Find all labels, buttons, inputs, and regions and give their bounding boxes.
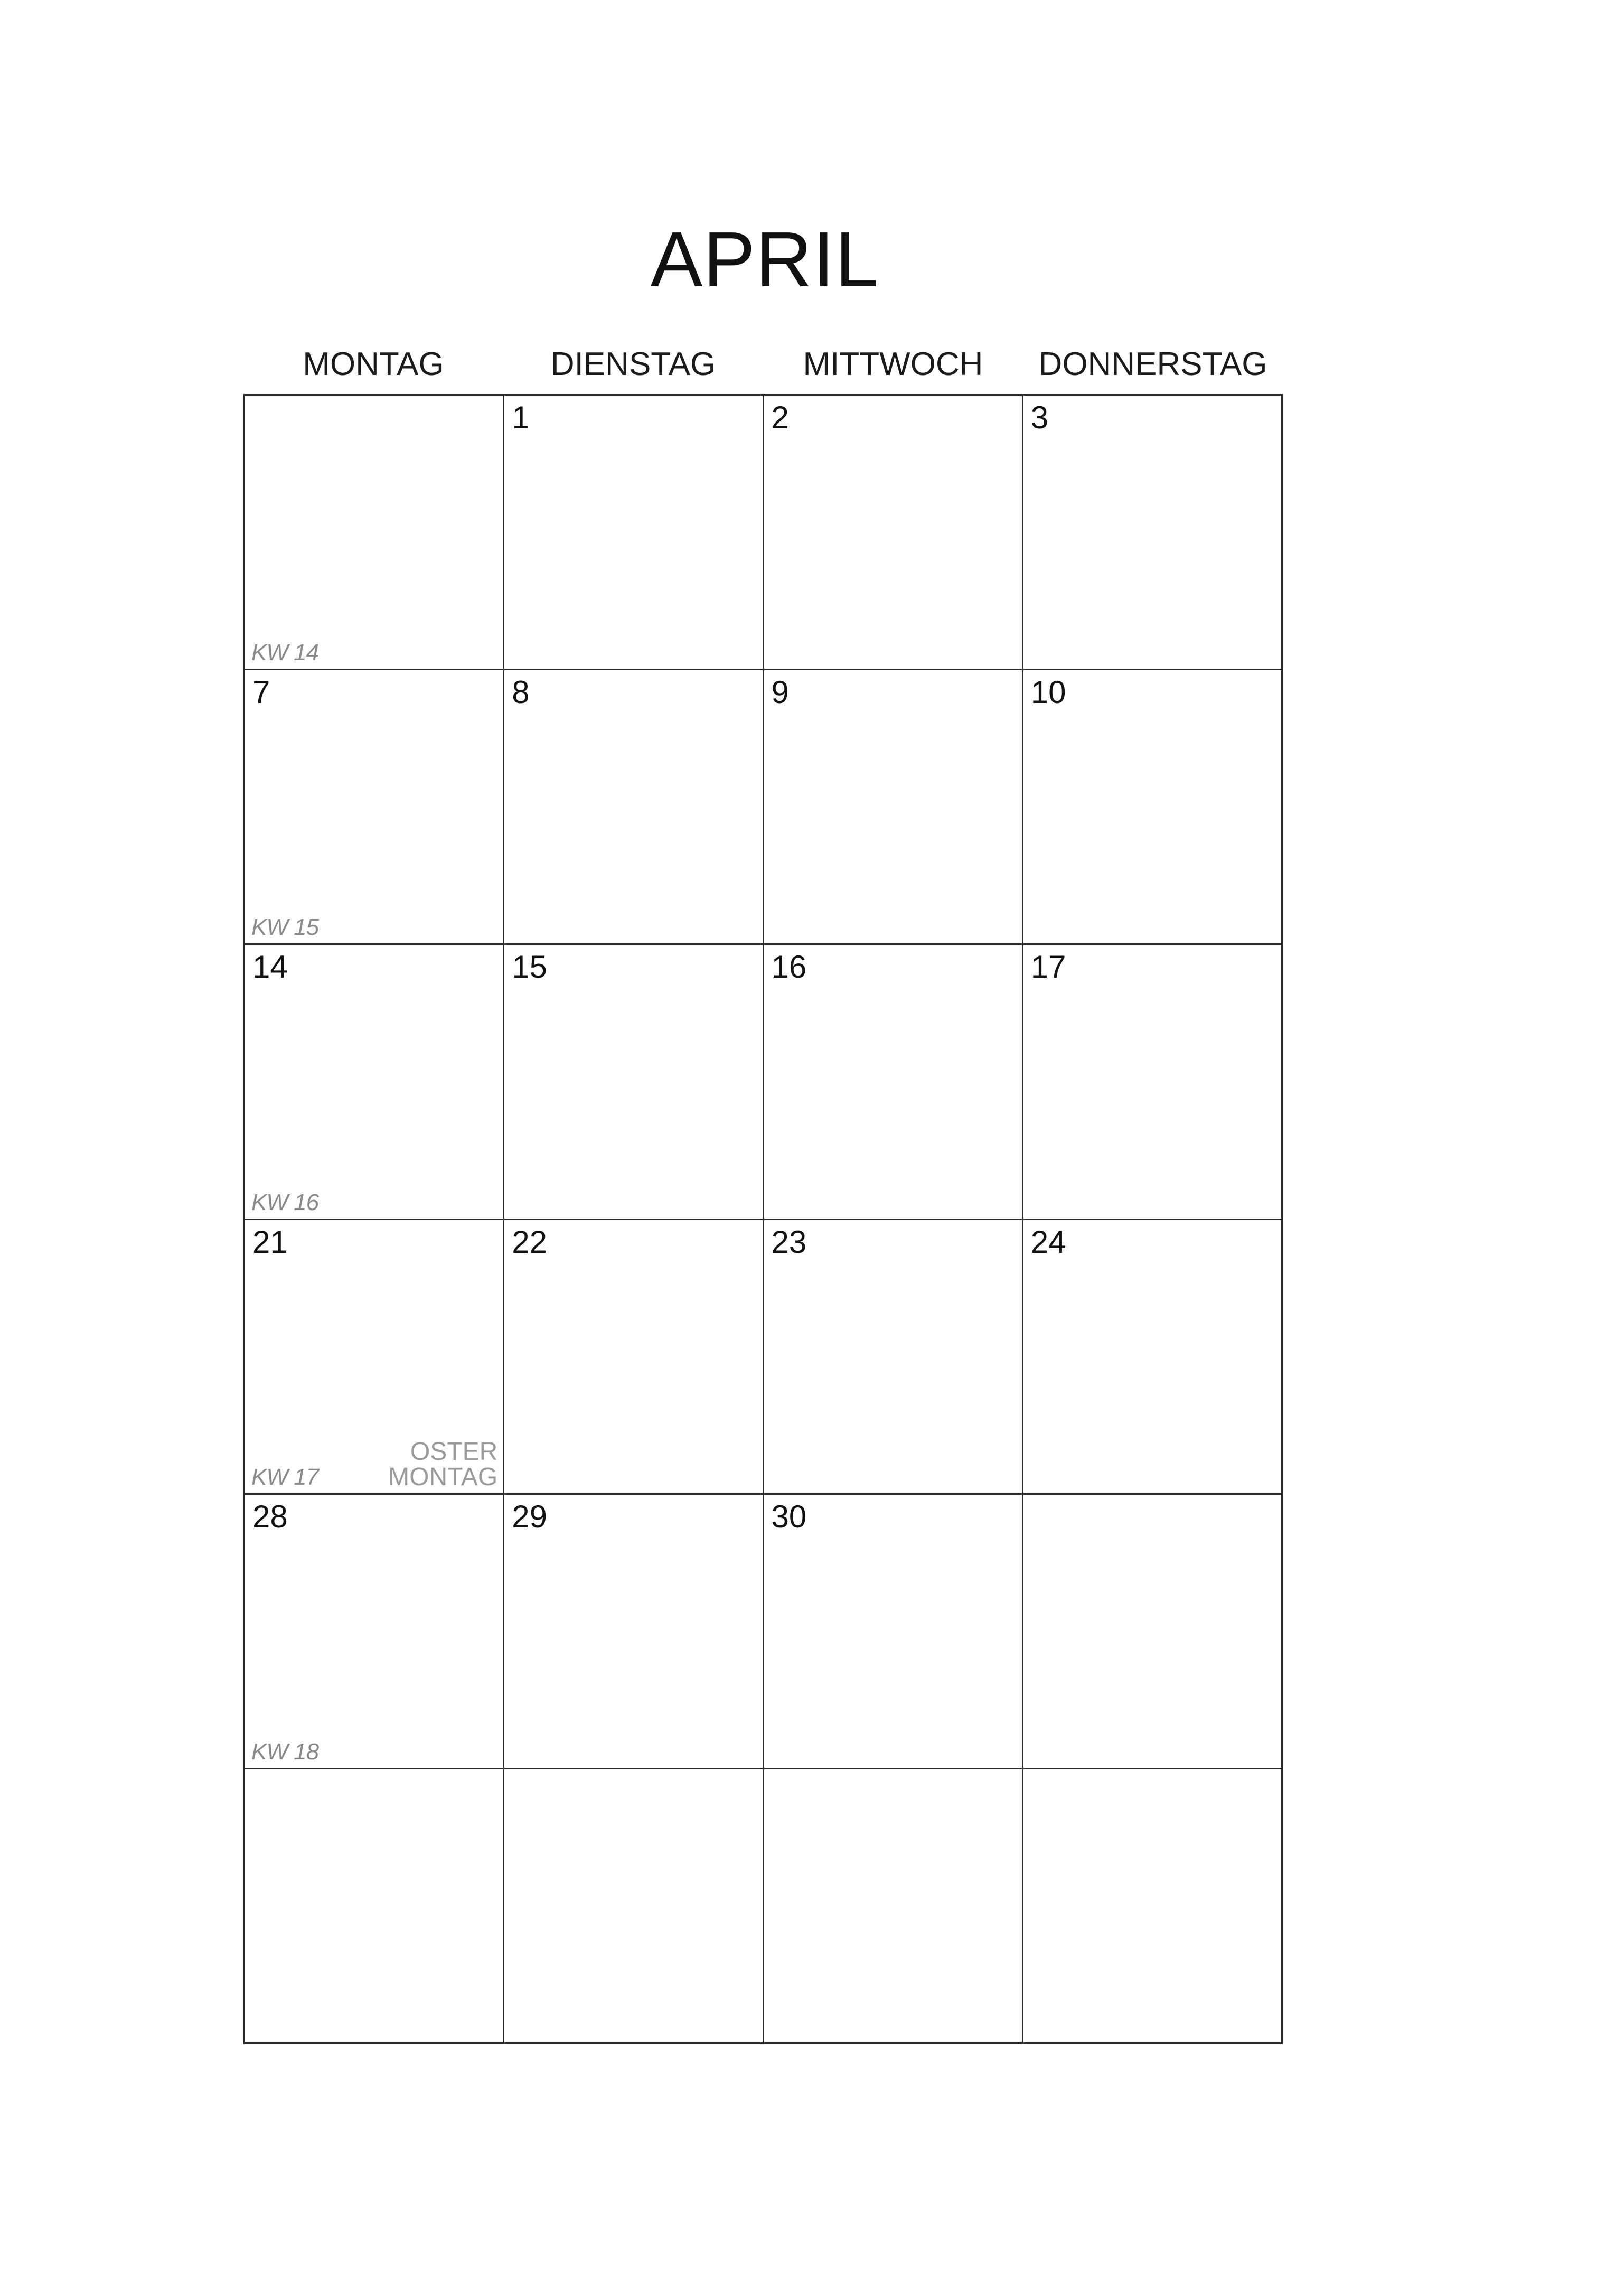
day-cell[interactable] [1023, 1220, 1283, 1495]
day-number: 21 [252, 1224, 288, 1260]
page-title: APRIL [650, 216, 879, 303]
day-cell[interactable] [764, 1495, 1023, 1769]
day-cell[interactable] [245, 945, 504, 1220]
day-number: 2 [771, 400, 789, 435]
day-number: 15 [512, 949, 547, 985]
day-cell[interactable] [245, 670, 504, 945]
day-cell[interactable] [245, 1220, 504, 1495]
day-number: 7 [252, 674, 270, 710]
day-number: 3 [1030, 400, 1049, 435]
weekday-tuesday: DIENSTAG [550, 346, 716, 382]
day-cell[interactable] [1023, 1769, 1283, 2044]
calendar-week-label: KW 16 [251, 1189, 319, 1215]
day-cell[interactable] [504, 1220, 764, 1495]
day-cell[interactable] [245, 1769, 504, 2044]
day-cell[interactable] [764, 396, 1023, 670]
day-number: 30 [771, 1498, 807, 1534]
calendar-week-label: KW 18 [251, 1738, 319, 1765]
day-number: 8 [512, 674, 530, 710]
day-cell[interactable] [1023, 945, 1283, 1220]
day-cell[interactable] [1023, 670, 1283, 945]
day-number: 16 [771, 949, 807, 985]
weekday-thursday: DONNERSTAG [1038, 346, 1267, 382]
day-cell[interactable] [1023, 396, 1283, 670]
weekday-wednesday: MITTWOCH [803, 346, 983, 382]
day-cell[interactable] [764, 945, 1023, 1220]
day-cell[interactable] [245, 1495, 504, 1769]
calendar-grid [243, 394, 1283, 2044]
calendar-week-label: KW 17 [251, 1464, 319, 1490]
weekday-header [243, 343, 1283, 386]
day-number: 29 [512, 1498, 547, 1534]
day-number: 1 [512, 400, 530, 435]
day-cell[interactable] [504, 670, 764, 945]
day-number: 22 [512, 1224, 547, 1260]
holiday-label-line: MONTAG [388, 1463, 498, 1491]
day-cell[interactable] [504, 945, 764, 1220]
day-number: 10 [1030, 674, 1066, 710]
day-cell[interactable] [504, 396, 764, 670]
day-number: 17 [1030, 949, 1066, 985]
day-cell[interactable] [764, 1769, 1023, 2044]
day-cell[interactable] [764, 1220, 1023, 1495]
day-cell[interactable] [504, 1495, 764, 1769]
day-number: 9 [771, 674, 789, 710]
day-number: 28 [252, 1498, 288, 1534]
holiday-label [388, 1439, 497, 1490]
day-cell[interactable] [1023, 1495, 1283, 1769]
day-cell[interactable] [504, 1769, 764, 2044]
weekday-monday: MONTAG [303, 346, 444, 382]
day-cell[interactable] [245, 396, 504, 670]
calendar-week-label: KW 14 [251, 640, 319, 666]
calendar-week-label: KW 15 [251, 914, 319, 941]
day-number: 14 [252, 949, 288, 985]
day-number: 24 [1030, 1224, 1066, 1260]
day-number: 23 [771, 1224, 807, 1260]
holiday-label-line: OSTER [410, 1437, 498, 1466]
day-cell[interactable] [764, 670, 1023, 945]
